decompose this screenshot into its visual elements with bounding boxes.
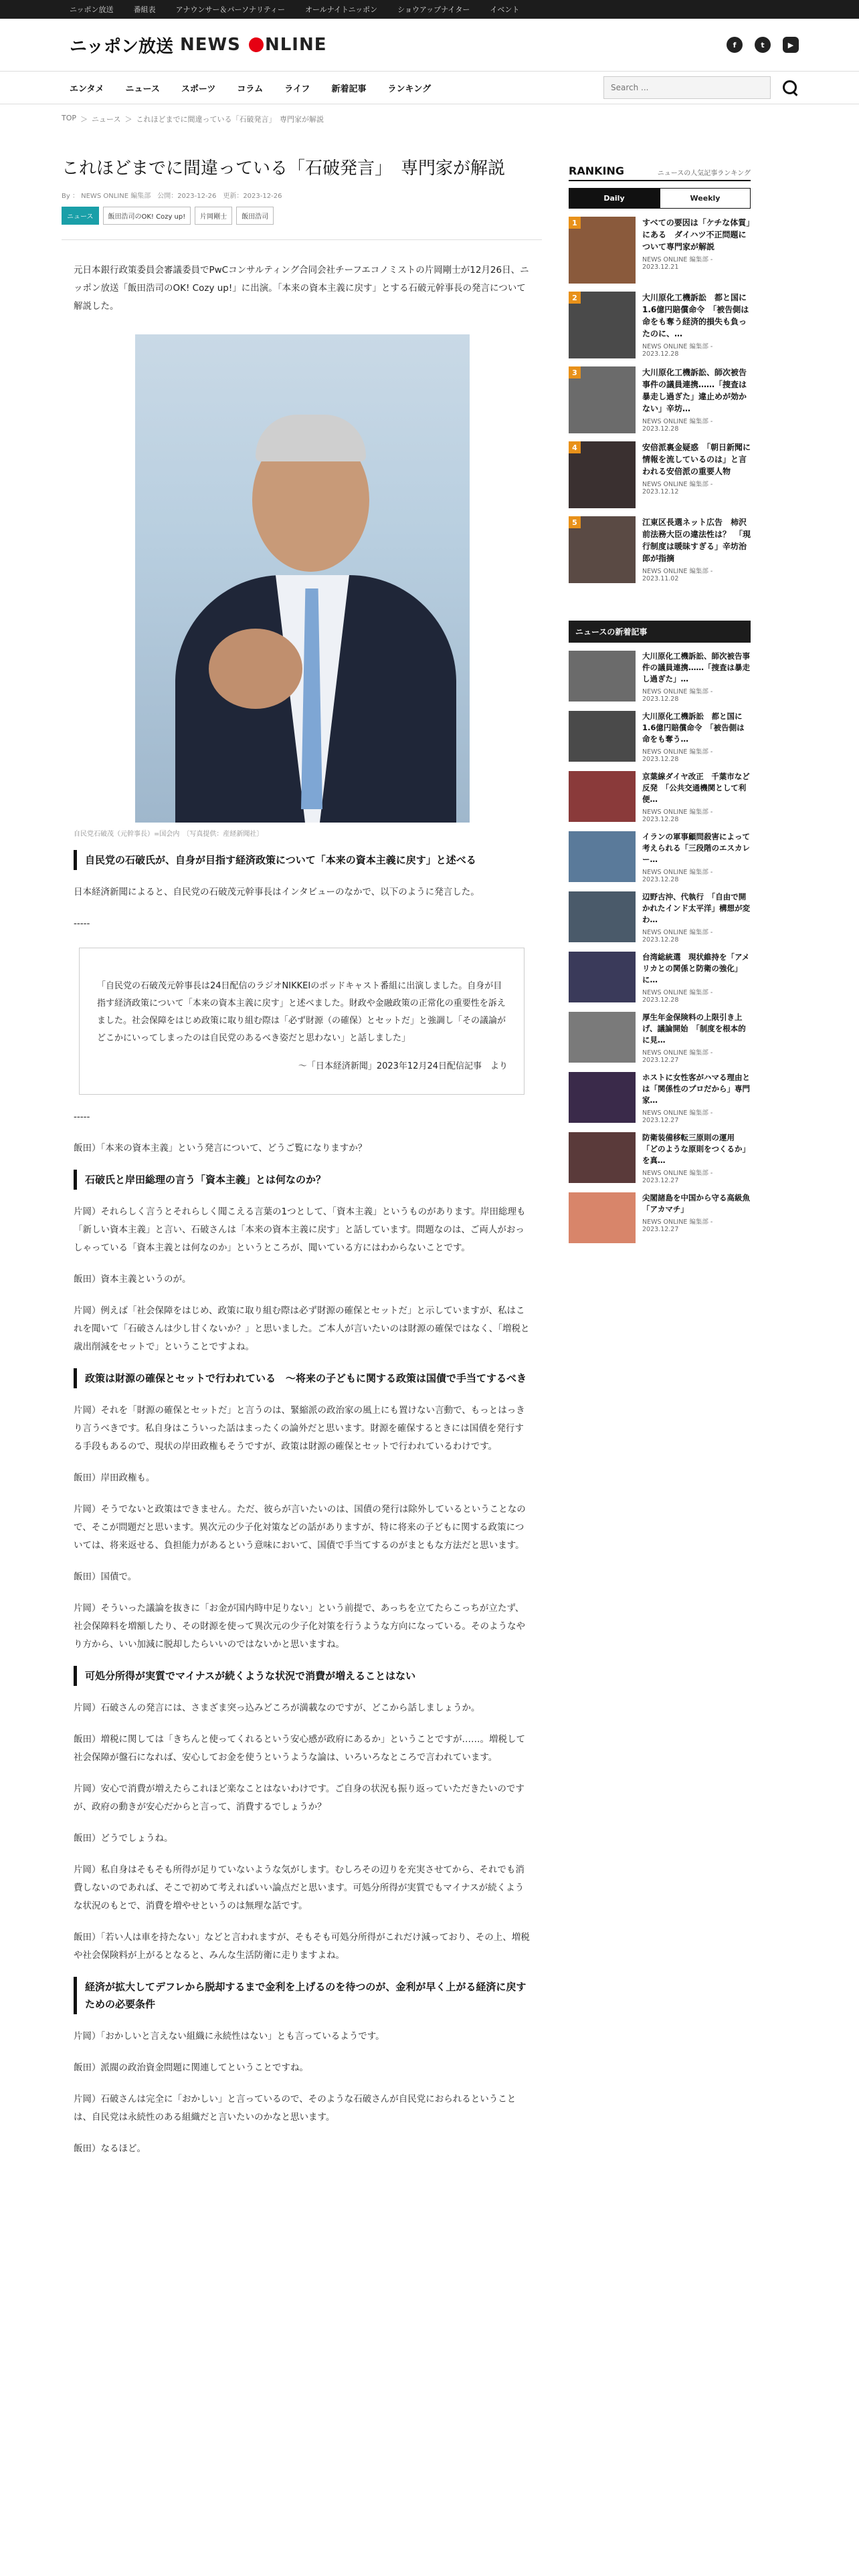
news-meta: NEWS ONLINE 編集部 - 2023.12.28 — [642, 869, 713, 883]
news-item[interactable] — [569, 891, 751, 944]
nav-items — [70, 82, 431, 94]
ranking-thumbnail[interactable] — [569, 217, 636, 284]
search-bar — [603, 76, 799, 99]
nav-item[interactable]: エンタメ — [70, 84, 104, 94]
paragraph: 日本経済新聞によると、自民党の石破茂元幹事長はインタビューのなかで、以下のように発言した。 — [74, 887, 480, 897]
article-lead: 元日本銀行政策委員会審議委員でPwCコンサルティング合同会社チーフエコノミストの片岡剛士が12月26日、ニッポン放送「飯田浩司のOK! Cozy up!」に出演。「本来の資本主義に戻す」とする石破元幹事長の発言について解説した。 — [74, 265, 529, 312]
rank-number: 3 — [569, 366, 581, 379]
article-meta: By ： NEWS ONLINE 編集部 公開：2023-12-26 更新：2023-12-26 — [62, 193, 282, 200]
paragraph: 片岡）石破さんは完全に「おかしい」と言っているので、そのような石破さんが自民党におられるということは、自民党は永続性のある組織だと言いたいのかなと思います。 — [74, 2094, 516, 2123]
site-logo[interactable] — [70, 33, 327, 58]
ranking-meta: NEWS ONLINE 編集部 - 2023.11.02 — [642, 568, 713, 582]
topbar-link[interactable]: ニッポン放送 — [70, 5, 114, 14]
photo-caption: 自民党石破茂（元幹事長）=国会内 〔写真提供：産経新聞社〕 — [74, 831, 264, 838]
article-tag[interactable]: ニュース — [62, 207, 99, 225]
news-thumbnail[interactable] — [569, 952, 636, 1002]
news-thumbnail[interactable] — [569, 1012, 636, 1063]
news-item[interactable] — [569, 771, 751, 823]
paragraph: 飯田）「若い人は車を持たない」などと言われますが、そもそも可処分所得がこれだけ減っており、その上、増税や社会保険料が上がるとなると、みんな生活防衛に走りますよね。 — [74, 1932, 530, 1961]
paragraph: 片岡）石破さんの発言には、さまざま突っ込みどころが満載なのですが、どこから話しましょうか。 — [74, 1703, 480, 1713]
ranking-title-link[interactable]: 安倍派裏金疑惑 「朝日新聞に情報を流しているのは」と言われる安倍派の重要人物 — [642, 443, 751, 476]
nav-item[interactable]: ランキング — [387, 84, 432, 94]
tab-daily[interactable]: Daily — [569, 188, 660, 209]
news-meta: NEWS ONLINE 編集部 - 2023.12.27 — [642, 1170, 713, 1184]
news-thumbnail[interactable] — [569, 651, 636, 702]
breadcrumb-current: これほどまでに間違っている「石破発言」 専門家が解説 — [136, 115, 324, 124]
ranking-item[interactable] — [569, 366, 751, 433]
news-item[interactable] — [569, 1072, 751, 1124]
topbar-link[interactable]: オールナイトニッポン — [305, 5, 378, 14]
ranking-thumbnail[interactable] — [569, 516, 636, 583]
main-nav — [0, 71, 859, 104]
article-tag[interactable]: 飯田浩司のOK! Cozy up! — [103, 207, 191, 225]
section-heading: 政策は財源の確保とセットで行われている 〜将来の子どもに関する政策は国債で手当てするべき — [74, 1368, 530, 1388]
latest-news-list — [569, 651, 751, 1243]
ranking-thumbnail[interactable] — [569, 441, 636, 508]
article-body — [62, 850, 542, 2158]
paragraph: 片岡）安心で消費が増えたらこれほど楽なことはないわけです。ご自身の状況も振り返っていただきたいのですが、政府の動きが安心だからと言って、消費するでしょうか？ — [74, 1784, 524, 1812]
section-heading: 自民党の石破氏が、自身が目指す経済政策について「本来の資本主義に戻す」と述べる — [74, 850, 530, 870]
ranking-thumbnail[interactable] — [569, 292, 636, 358]
top-bar — [0, 0, 859, 19]
ranking-thumbnail[interactable] — [569, 366, 636, 433]
rank-number: 2 — [569, 292, 581, 304]
news-item[interactable] — [569, 1192, 751, 1243]
news-title-link[interactable]: 台湾総統選 現状維持を「アメリカとの関係と防衛の強化」に… — [642, 952, 750, 984]
news-item[interactable] — [569, 711, 751, 763]
news-text — [642, 711, 751, 763]
news-text — [642, 831, 751, 883]
rank-number: 1 — [569, 217, 581, 229]
ranking-text — [642, 292, 751, 358]
site-header — [0, 19, 859, 71]
nav-item[interactable]: ライフ — [284, 84, 310, 94]
article-tag[interactable]: 飯田浩司 — [236, 207, 274, 225]
youtube-icon[interactable]: ▶ — [783, 37, 799, 53]
quote-block — [79, 948, 524, 1095]
ranking-item[interactable] — [569, 516, 751, 583]
quote-text: 「自民党の石破茂元幹事長は24日配信のラジオNIKKEIのポッドキャスト番組に出演しました。自身が目指す経済政策について「本来の資本主義に戻す」と述べました。財政や金融政策の正常化の重要性を訴えました。社会保障をはじめ政策に取り組む際は「必ず財源（の確保）とセットだ」と強調し「その議論がどこかにいってしまったのは自民党のあるべき姿だと思わない」と話しました」 — [97, 981, 506, 1043]
topbar-link[interactable]: ショウアップナイター — [397, 5, 470, 14]
news-text — [642, 891, 751, 944]
section-heading: 経済が拡大してデフレから脱却するまで金利を上げるのを待つのが、金利が早く上がる経済に戻すための必要条件 — [74, 1977, 530, 2014]
news-meta: NEWS ONLINE 編集部 - 2023.12.27 — [642, 1109, 713, 1124]
news-text — [642, 771, 751, 823]
news-text — [642, 651, 751, 703]
news-text — [642, 1192, 751, 1243]
latest-news-title: ニュースの新着記事 — [569, 621, 751, 643]
paragraph: 片岡）それらしく言うとそれらしく聞こえる言葉の1つとして、「資本主義」というものがあります。岸田総理も「新しい資本主義」と言い、石破さんは「本来の資本主義に戻す」と話しています。問題なのは、ご両人がおっしゃっている「資本主義とは何なのか」というところが、聞いている方にはわからないことです。 — [74, 1206, 526, 1253]
news-item[interactable] — [569, 651, 751, 703]
news-item[interactable] — [569, 952, 751, 1004]
ranking-list — [569, 217, 751, 583]
logo-text-news: NEWS — [179, 35, 241, 55]
ranking-title-link[interactable]: すべての要因は「ケチな体質」にある ダイハツ不正問題について専門家が解説 — [642, 218, 751, 251]
news-title-link[interactable]: イランの軍事顧問殺害によって考えられる「三段階のエスカレー… — [642, 832, 750, 864]
news-meta: NEWS ONLINE 編集部 - 2023.12.27 — [642, 1218, 713, 1233]
news-text — [642, 1132, 751, 1184]
news-meta: NEWS ONLINE 編集部 - 2023.12.28 — [642, 748, 713, 763]
search-input[interactable] — [603, 76, 771, 99]
article-main — [62, 124, 542, 2158]
paragraph: 片岡）そういった議論を抜きに「お金が国内時中足りない」という前提で、あっちを立てたらこっちが立たず、社会保障料を増額したり、その財源を使って異次元の少子化対策を行うような方向になっている。そのようなやり方から、いい加減に脱却したらいいのではないかと思いますね。 — [74, 1603, 525, 1650]
rank-number: 5 — [569, 516, 581, 528]
paragraph: 飯田）国債で。 — [74, 1572, 137, 1582]
news-title-link[interactable]: 京葉線ダイヤ改正 千葉市など反発 「公共交通機関として利便… — [642, 772, 750, 804]
search-icon[interactable] — [781, 79, 799, 96]
news-thumbnail[interactable] — [569, 831, 636, 882]
ranking-meta: NEWS ONLINE 編集部 - 2023.12.12 — [642, 481, 713, 496]
section-heading: 可処分所得が実質でマイナスが続くような状況で消費が増えることはない — [74, 1666, 530, 1686]
paragraph: 飯田）岸田政権も。 — [74, 1473, 155, 1483]
tab-weekly[interactable]: Weekly — [660, 188, 751, 209]
sidebar — [569, 124, 751, 2158]
ranking-subtitle: ニュースの人気記事ランキング — [657, 170, 751, 177]
paragraph: 飯田）どうでしょうね。 — [74, 1833, 173, 1844]
news-text — [642, 952, 751, 1004]
article-tag[interactable]: 片岡剛士 — [195, 207, 232, 225]
social-links — [727, 37, 799, 53]
breadcrumb: TOP ＞ ニュース ＞ これほどまでに間違っている「石破発言」 専門家が解説 — [62, 114, 324, 124]
section-heading: 石破氏と岸田総理の言う「資本主義」とは何なのか？ — [74, 1170, 530, 1190]
news-item[interactable] — [569, 1012, 751, 1064]
news-title-link[interactable]: 辺野古沖、代執行 「自由で開かれたインド太平洋」構想が変わ… — [642, 892, 750, 924]
nav-item[interactable]: コラム — [237, 84, 264, 94]
ranking-title: RANKING — [569, 165, 624, 177]
article-title: これほどまでに間違っている「石破発言」 専門家が解説 — [62, 158, 506, 179]
news-item[interactable] — [569, 831, 751, 883]
news-item[interactable] — [569, 1132, 751, 1184]
news-meta: NEWS ONLINE 編集部 - 2023.12.28 — [642, 929, 713, 944]
logo-text-en — [180, 35, 327, 55]
news-text — [642, 1072, 751, 1124]
ranking-text — [642, 217, 751, 284]
ranking-meta: NEWS ONLINE 編集部 - 2023.12.28 — [642, 418, 713, 433]
twitter-icon[interactable]: t — [755, 37, 771, 53]
nav-item[interactable]: ニュース — [125, 84, 160, 94]
breadcrumb-news[interactable]: ニュース — [92, 115, 121, 124]
news-title-link[interactable]: 厚生年金保険料の上限引き上げ、議論開始 「制度を根本的に見… — [642, 1012, 746, 1045]
news-thumbnail[interactable] — [569, 711, 636, 762]
rank-number: 4 — [569, 441, 581, 453]
news-title-link[interactable]: 大川原化工機訴訟 都と国に1.6億円賠償命令 「被告側は命をも奪う… — [642, 712, 745, 744]
logo-text-online: NLINE — [264, 35, 327, 55]
topbar-link[interactable]: イベント — [490, 5, 520, 14]
paragraph: ----- — [74, 1111, 90, 1122]
news-thumbnail[interactable] — [569, 1132, 636, 1183]
ranking-item[interactable] — [569, 217, 751, 284]
paragraph: 飯田）資本主義というのが。 — [74, 1274, 191, 1285]
logo-dot-icon — [249, 37, 264, 52]
quote-source: 〜「日本経済新聞」2023年12月24日配信記事 より — [298, 1061, 508, 1071]
ranking-item[interactable] — [569, 292, 751, 358]
facebook-icon[interactable]: f — [727, 37, 743, 53]
paragraph: 飯田）「本来の資本主義」という発言について、どうご覧になりますか？ — [74, 1143, 367, 1154]
ranking-header — [569, 165, 751, 181]
ranking-item[interactable] — [569, 441, 751, 508]
paragraph: ----- — [74, 918, 90, 929]
nav-item[interactable]: スポーツ — [181, 84, 216, 94]
paragraph: 片岡）私自身はそもそも所得が足りていないような気がします。むしろその辺りを充実させてから、それでも消費しないのであれば、そこで初めて考えればいい論点だと思います。可処分所得が実質でもマイナスが続くような状況のもとで、消費を増やせというのは無理な話です。 — [74, 1864, 524, 1911]
nav-item[interactable]: 新着記事 — [331, 84, 367, 94]
news-meta: NEWS ONLINE 編集部 - 2023.12.28 — [642, 688, 713, 703]
news-meta: NEWS ONLINE 編集部 - 2023.12.28 — [642, 809, 713, 823]
ranking-text — [642, 441, 751, 508]
logo-text-jp: ニッポン放送 — [70, 36, 173, 57]
news-thumbnail[interactable] — [569, 1192, 636, 1243]
paragraph: 片岡）例えば「社会保障をはじめ、政策に取り組む際は必ず財源の確保とセットだ」と示していますが、私はこれを聞いて「石破さんは少し甘くないか？」と思いました。ご本人が言いたいのは財源の確保ではなく、「増税と歳出削減をセットで」ということですよね。 — [74, 1305, 530, 1352]
breadcrumb-top[interactable]: TOP — [62, 114, 77, 122]
news-title-link[interactable]: 尖閣諸島を中国から守る高級魚「アカマチ」 — [642, 1193, 750, 1214]
paragraph: 片岡）そうでないと政策はできません。ただ、彼らが言いたいのは、国債の発行は除外しているということなので、そこが問題だと思います。異次元の少子化対策などの話がありますが、特に将来の子どもに関する政策については、将来返せる、負担能力があるという意味において、国債で手当てするのがまともな方法だと思います。 — [74, 1504, 526, 1551]
news-title-link[interactable]: ホストに女性客がハマる理由とは「関係性のプロだから」専門家… — [642, 1073, 750, 1105]
news-thumbnail[interactable] — [569, 891, 636, 942]
paragraph: 片岡）それを「財源の確保とセットだ」と言うのは、緊縮派の政治家の風上にも置けない言動で、もっとはっきり言うべきです。私自身はこういった話はまったくの論外だと思います。財源を確保するときには国債を発行する手段もあるので、現状の岸田政権もそうですが、政策は財源の確保とセットで行われているわけです。 — [74, 1405, 525, 1452]
ranking-meta: NEWS ONLINE 編集部 - 2023.12.28 — [642, 343, 713, 358]
news-title-link[interactable]: 大川原化工機訴訟、師次被告事件の議員連携……「捜査は暴走し過ぎた」… — [642, 651, 750, 683]
paragraph: 飯田）派閥の政治資金問題に関連してということですね。 — [74, 2062, 308, 2073]
topbar-link[interactable]: アナウンサー＆パーソナリティー — [175, 5, 286, 14]
ranking-title-link[interactable]: 江東区長選ネット広告 柿沢前法務大臣の違法性は？ 「現行制度は暖昧すぎる」辛坊治郎が指摘 — [642, 518, 751, 563]
ranking-tabs — [569, 188, 751, 209]
topbar-link[interactable]: 番組表 — [133, 5, 156, 14]
news-meta: NEWS ONLINE 編集部 - 2023.12.27 — [642, 1049, 713, 1064]
ranking-title-link[interactable]: 大川原化工機訴訟 都と国に1.6億円賠償命令 「被告側は命をも奪う経済的損失も負ったのに、… — [642, 293, 749, 338]
paragraph: 片岡）「おかしいと言えない組織に永続性はない」とも言っているようです。 — [74, 2031, 385, 2042]
news-title-link[interactable]: 防衛装備移転三原則の運用 「どのような原則をつくるか」を真… — [642, 1133, 750, 1165]
paragraph: 飯田）増税に関しては「きちんと使ってくれるという安心感が政府にあるか」ということですが……。増税して社会保障が盤石になれば、安心してお金を使うというような論は、いろいろなところで言われています。 — [74, 1734, 525, 1763]
ranking-title-link[interactable]: 大川原化工機訴訟、師次被告事件の議員連携……「捜査は暴走し過ぎた」違止めが効かない」辛坊… — [642, 368, 747, 413]
article-tags — [62, 207, 542, 225]
news-thumbnail[interactable] — [569, 771, 636, 822]
ranking-text — [642, 366, 751, 433]
ranking-text — [642, 516, 751, 583]
paragraph: 飯田）なるほど。 — [74, 2143, 146, 2154]
news-text — [642, 1012, 751, 1064]
news-thumbnail[interactable] — [569, 1072, 636, 1123]
ranking-meta: NEWS ONLINE 編集部 - 2023.12.21 — [642, 256, 713, 271]
article-photo — [135, 334, 470, 823]
news-meta: NEWS ONLINE 編集部 - 2023.12.28 — [642, 989, 713, 1004]
